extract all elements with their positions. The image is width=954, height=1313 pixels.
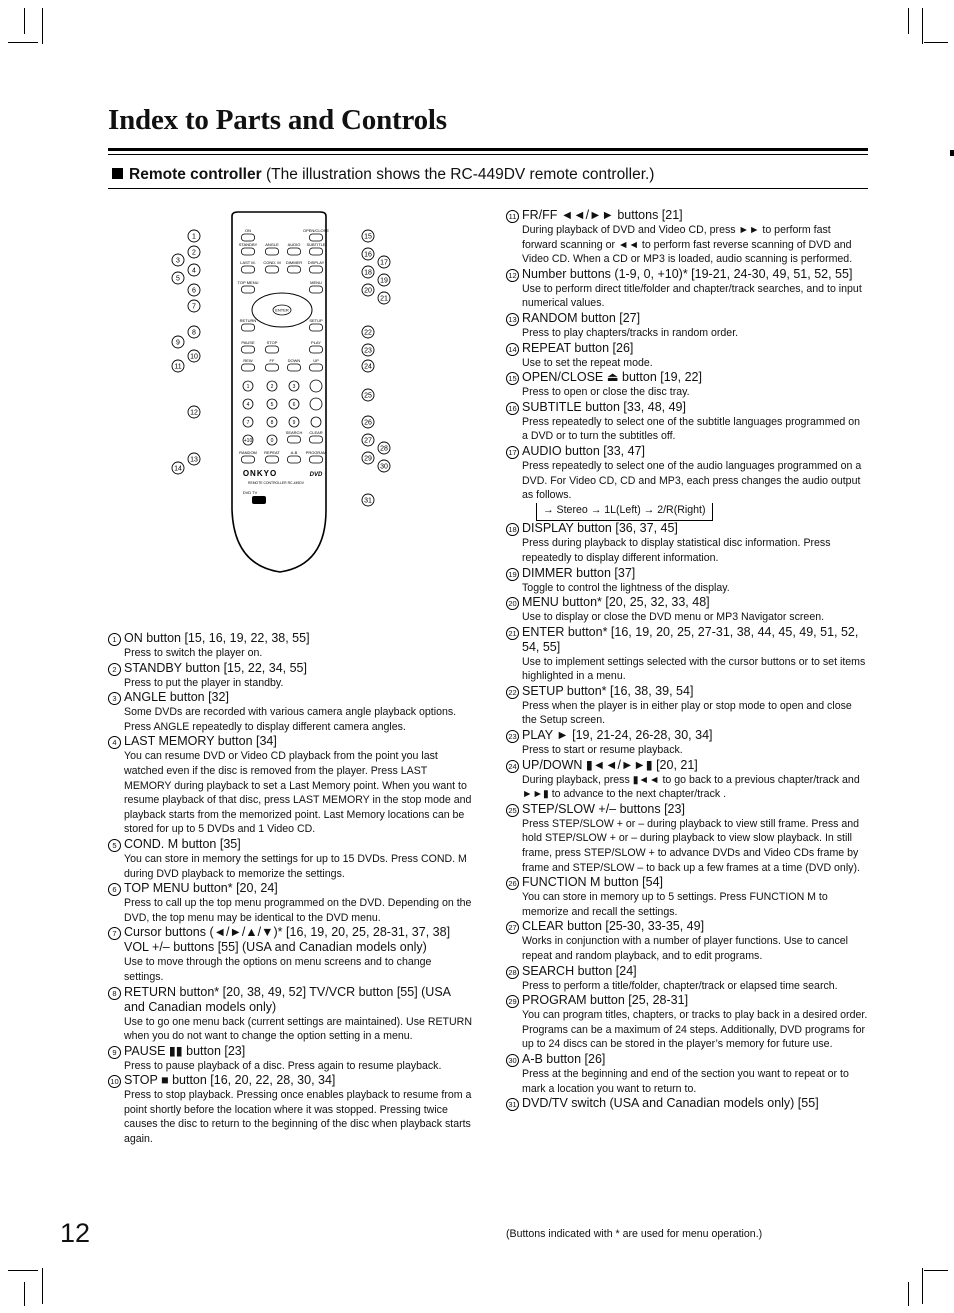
entry-number-badge: 22: [506, 686, 519, 699]
entry-heading: [506, 566, 868, 581]
callout-number: 3: [176, 257, 180, 265]
index-entry: [506, 444, 868, 521]
entry-heading: [506, 728, 868, 743]
entry-number-badge: 21: [506, 627, 519, 640]
callout-number: 6: [192, 287, 196, 295]
index-entry: [506, 1052, 868, 1096]
remote-button: [266, 456, 279, 463]
entry-description: Use to implement settings selected with the cursor buttons or to set items highlighted in a menu.: [522, 655, 866, 683]
crop-mark: [922, 8, 923, 44]
crop-mark: [8, 42, 38, 43]
entry-description: You can program titles, chapters, or tracks to play back in a desired order. Programs can be a maximum of 24 steps. Additionally, DVD programs for up to 24 discs can be stored in the player’s memory for future use.: [522, 1009, 868, 1051]
remote-button: [288, 436, 301, 443]
entry-heading: [506, 684, 868, 699]
entry-number-badge: 14: [506, 343, 519, 356]
remote-key-label: FF: [269, 358, 275, 363]
remote-key-label: STANDBY: [238, 242, 258, 247]
callout-number: 21: [380, 295, 388, 303]
entry-description: Some DVDs are recorded with various camera angle playback options. Press ANGLE repeatedly to display different camera angles.: [124, 706, 457, 733]
entry-number-badge: 1: [108, 633, 121, 646]
remote-key-label: STOP: [266, 340, 278, 345]
callout-number: 7: [192, 303, 196, 311]
page-number: 12: [60, 1218, 91, 1248]
index-entry: [108, 631, 472, 661]
entry-description: Press to open or close the disc tray.: [522, 386, 690, 399]
callout-number: 22: [364, 329, 372, 337]
entry-description: Press to stop playback. Pressing once enables playback to resume from a point shortly before the location where it was stopped. Pressing twice causes the disc to return to the beginning of the disc when playback starts again.: [124, 1089, 472, 1146]
index-entry: [506, 566, 868, 596]
entry-number-badge: 16: [506, 402, 519, 415]
title-rule-thin: [108, 154, 868, 155]
index-entry: [506, 341, 868, 371]
remote-button: [310, 346, 323, 353]
remote-model-text: REMOTE CONTROLLER RC-449DV: [248, 481, 304, 485]
entry-number-badge: 6: [108, 883, 121, 896]
index-entry: [108, 985, 472, 1044]
remote-key-label: PAUSE: [241, 340, 255, 345]
entry-heading: [506, 311, 868, 326]
entry-heading-text: PLAY ► [19, 21-24, 26-28, 30, 34]: [522, 728, 713, 743]
index-entry: [506, 370, 868, 400]
remote-key-label: MENU: [310, 280, 322, 285]
index-entry: [108, 925, 472, 984]
callout-number: 29: [364, 455, 372, 463]
entry-number-badge: 17: [506, 446, 519, 459]
entry-description: Press STEP/SLOW + or – during playback to view still frame. Press and hold STEP/SLOW + or – during playback to view slow playback. In still frame, press STEP/SLOW + to advance DVDs and Video CDs frame by frame and STEP/SLOW – to back up a few frames at a time (DVD only).: [522, 817, 860, 874]
callout-number: 18: [364, 269, 372, 277]
number-key-label: 6: [292, 401, 296, 408]
index-entry: [506, 993, 868, 1052]
remote-key-label: TOP MENU: [237, 280, 259, 285]
entry-number-badge: 19: [506, 568, 519, 581]
callout-number: 19: [380, 277, 388, 285]
entry-number-badge: 4: [108, 736, 121, 749]
entry-heading-text: RANDOM button [27]: [522, 310, 641, 325]
crop-mark: [8, 1270, 38, 1271]
entry-description: Press during playback to display statistical disc information. Press repeatedly to display different information.: [522, 537, 831, 564]
entry-number-badge: 24: [506, 760, 519, 773]
callout-number: 2: [192, 249, 196, 257]
audio-cycle-diagram: → Stereo → 1L(Left) → 2/R(Right): [536, 503, 713, 522]
callout-number: 12: [190, 409, 198, 417]
entry-heading: [506, 521, 868, 536]
entry-number-badge: 13: [506, 313, 519, 326]
entry-number-badge: 9: [108, 1046, 121, 1059]
entry-description: Works in conjunction with a number of player functions. Use to cancel repeat and random playback, and to edit programs.: [522, 935, 849, 962]
entry-heading: [506, 919, 868, 934]
remote-key-label: CLEAR: [309, 430, 323, 435]
page-title: Index to Parts and Controls: [108, 104, 447, 136]
entry-description: Press to start or resume playback.: [522, 744, 683, 757]
callout-number: 26: [364, 419, 372, 427]
crop-mark: [922, 1268, 923, 1304]
crop-mark: [42, 1268, 43, 1304]
entry-description: Use to set the repeat mode.: [522, 356, 653, 369]
dvd-tv-switch-label: DVD TV: [242, 490, 258, 495]
entry-description: Press to pause playback of a disc. Press again to resume playback.: [124, 1059, 442, 1072]
entry-number-badge: 10: [108, 1075, 121, 1088]
entry-description: Press to put the player in standby.: [124, 676, 284, 689]
entry-description: You can store in memory up to 5 settings. Press FUNCTION M to memorize and recall the settings.: [522, 891, 828, 918]
remote-button: [310, 248, 323, 255]
remote-button: [242, 234, 255, 241]
callout-number: 30: [380, 463, 388, 471]
remote-key-label: LAST M.: [240, 260, 256, 265]
entry-heading: [506, 758, 868, 773]
section-heading-bold: Remote controller: [129, 166, 262, 183]
callout-number: 25: [364, 392, 372, 400]
remote-key-label: SETUP: [309, 318, 323, 323]
remote-key-label: UP: [313, 358, 319, 363]
entry-number-badge: 20: [506, 597, 519, 610]
entry-heading-text: AUDIO button [33, 47]: [522, 443, 645, 458]
crop-mark: [924, 42, 948, 43]
number-key-label: 9: [292, 419, 296, 426]
number-key-label: 4: [246, 401, 250, 408]
entry-description: During playback of DVD and Video CD, press ►► to perform fast forward scanning or ◄◄ to perform fast reverse scanning of DVD and Video CD. When a CD or MP3 is loaded, audio scanning is performed.: [522, 224, 853, 266]
remote-key-label: RETURN: [239, 318, 257, 323]
entry-heading-text: PROGRAM button [25, 28-31]: [522, 993, 689, 1008]
entry-heading-text: MENU button* [20, 25, 32, 33, 48]: [522, 595, 710, 610]
entry-heading-text: A-B button [26]: [522, 1051, 606, 1066]
entry-description: Press when the player is in either play or stop mode to open and close the Setup screen.: [522, 699, 852, 727]
entry-number-badge: 15: [506, 372, 519, 385]
number-key-label: 7: [246, 419, 250, 426]
crop-mark: [908, 1282, 909, 1306]
entry-number-badge: 27: [506, 921, 519, 934]
remote-key-label: REPEAT: [264, 450, 280, 455]
remote-button: [242, 324, 255, 331]
index-entry: [108, 734, 472, 837]
entry-heading-text: DIMMER button [37]: [522, 565, 636, 580]
index-entry: [506, 595, 868, 625]
entry-heading-text: UP/DOWN ▮◄◄/►►▮ [20, 21]: [522, 757, 698, 772]
entry-number-badge: 3: [108, 692, 121, 705]
entry-heading: [506, 444, 868, 459]
entry-description: Press to perform a title/folder, chapter/track or elapsed time search.: [522, 979, 838, 992]
number-key-label: +10: [243, 437, 253, 444]
entry-heading: [506, 625, 868, 655]
number-key-label: 0: [270, 437, 274, 444]
entry-number-badge: 8: [108, 987, 121, 1000]
index-entry: [108, 661, 472, 691]
remote-key-label: AUDIO: [287, 242, 301, 247]
callout-number: 15: [364, 233, 372, 241]
crop-mark: [24, 8, 25, 34]
footnote: (Buttons indicated with * are used for menu operation.): [506, 1228, 763, 1240]
callout-number: 5: [176, 275, 180, 283]
index-entry: [506, 267, 868, 311]
remote-button: [288, 248, 301, 255]
entry-description: Use to perform direct title/folder and chapter/track searches, and to input numerical values.: [522, 282, 862, 310]
entry-heading: [506, 1052, 868, 1067]
remote-button: [242, 456, 255, 463]
entry-description: Toggle to control the lightness of the display.: [522, 581, 730, 594]
index-entry: [506, 728, 868, 758]
crop-mark: [924, 1270, 948, 1271]
entry-number-badge: 30: [506, 1054, 519, 1067]
entry-heading: [108, 690, 472, 705]
crop-mark: [908, 8, 909, 34]
remote-key-label: PLAY: [311, 340, 321, 345]
entry-heading: [506, 964, 868, 979]
index-entry: [506, 758, 868, 802]
remote-key-label: REW: [243, 358, 253, 363]
number-key-label: 1: [246, 383, 250, 390]
dvd-logo: DVD: [309, 472, 323, 478]
callout-number: 17: [380, 259, 388, 267]
entry-heading: [108, 881, 472, 896]
remote-button: [288, 266, 301, 273]
callout-number: 10: [190, 353, 198, 361]
remote-key-label: RANDOM: [239, 450, 257, 455]
callout-number: 9: [176, 339, 180, 347]
index-entry: [108, 837, 472, 881]
number-key-label: 8: [270, 419, 274, 426]
remote-key-label: A-B: [290, 450, 298, 455]
entry-heading: [506, 993, 868, 1008]
remote-button: [288, 456, 301, 463]
callout-number: 23: [364, 347, 372, 355]
callout-number: 31: [364, 497, 372, 505]
entry-heading-text: SETUP button* [16, 38, 39, 54]: [522, 683, 694, 698]
remote-button: [310, 266, 323, 273]
index-entry: [506, 684, 868, 728]
entry-number-badge: 18: [506, 523, 519, 536]
callout-number: 14: [174, 465, 182, 473]
entry-heading-text: COND. M button [35]: [124, 836, 241, 851]
remote-key-label: ON: [245, 228, 251, 233]
section-heading: [112, 166, 654, 184]
entry-number-badge: 28: [506, 966, 519, 979]
callout-number: 11: [174, 363, 182, 371]
entry-heading: [506, 875, 868, 890]
entry-description: Press repeatedly to select one of the audio languages programmed on a DVD. For Video CD, CD and MP3, each press changes the audio output as follows.: [522, 459, 862, 502]
index-entry: [506, 311, 868, 341]
remote-button: [266, 364, 279, 371]
index-entry: [108, 690, 472, 734]
remote-key-label: SUBTITLE: [306, 242, 326, 247]
entry-number-badge: 25: [506, 804, 519, 817]
entry-description: Press at the beginning and end of the section you want to repeat or to mark a location you want to return to.: [522, 1067, 849, 1095]
entry-heading-text: LAST MEMORY button [34]: [124, 734, 277, 749]
step-minus-button: [310, 398, 322, 410]
entry-number-badge: 5: [108, 839, 121, 852]
remote-button: [242, 346, 255, 353]
entry-heading: [108, 837, 472, 852]
dvd-tv-switch: [252, 496, 266, 504]
number-key-label: 5: [270, 401, 274, 408]
index-entry: [506, 625, 868, 684]
entry-heading-text: STANDBY button [15, 22, 34, 55]: [124, 660, 307, 675]
remote-button: [310, 436, 323, 443]
entry-heading: [108, 734, 472, 749]
callout-number: 8: [192, 329, 196, 337]
margin-mark: [950, 150, 954, 156]
entry-heading-text: ON button [15, 16, 19, 22, 38, 55]: [124, 631, 310, 645]
entry-description: Use to go one menu back (current settings are maintained). Use RETURN when you do not want to change the option setting in a menu.: [124, 1015, 472, 1043]
entry-heading: [108, 925, 472, 955]
remote-key-label: DISPLAY: [307, 260, 325, 265]
right-entry-list: [506, 208, 868, 1111]
entry-heading: [108, 1044, 472, 1059]
entry-heading-text: DVD/TV switch (USA and Canadian models only) [55]: [522, 1096, 819, 1111]
title-rule: [108, 148, 868, 151]
callout-number: 28: [380, 445, 388, 453]
entry-heading: [506, 370, 868, 385]
callout-number: 1: [192, 233, 196, 241]
entry-heading: [506, 1096, 868, 1111]
entry-heading-text: ANGLE button [32]: [124, 690, 229, 705]
remote-button: [310, 286, 323, 293]
index-entry: [108, 1073, 472, 1146]
entry-number-badge: 7: [108, 927, 121, 940]
entry-heading-text: PAUSE ▮▮ button [23]: [124, 1043, 246, 1058]
entry-number-badge: 12: [506, 269, 519, 282]
remote-key-label: DIMMER: [285, 260, 303, 265]
left-entry-list: [108, 631, 472, 1147]
remote-key-label: COND. M: [263, 260, 281, 265]
remote-button: [310, 324, 323, 331]
remote-key-label: OPEN/CLOSE: [302, 228, 330, 233]
entry-heading: [506, 267, 868, 282]
index-entry: [506, 208, 868, 267]
entry-heading-text: Cursor buttons (◄/►/▲/▼)* [16, 19, 20, 25, 28-31, 37, 38] VOL +/– buttons [55] (USA and Canadian models only): [124, 925, 451, 955]
remote-key-label: DOWN: [287, 358, 301, 363]
entry-heading-text: Number buttons (1-9, 0, +10)* [19-21, 24-30, 49, 51, 52, 55]: [522, 266, 853, 281]
function-m-button: [311, 417, 321, 427]
section-rule: [108, 188, 868, 189]
callout-number: 27: [364, 437, 372, 445]
entry-description: Press to switch the player on.: [124, 647, 263, 659]
entry-heading-text: ENTER button* [16, 19, 20, 25, 27-31, 38, 44, 45, 49, 51, 52, 54, 55]: [522, 624, 859, 654]
step-plus-button: [310, 380, 322, 392]
number-key-label: 2: [270, 383, 274, 390]
remote-brand-logo: ONKYO: [242, 469, 278, 478]
entry-heading-text: STEP/SLOW +/– buttons [23]: [522, 801, 685, 816]
remote-button: [242, 248, 255, 255]
entry-heading: [506, 208, 868, 223]
entry-number-badge: 31: [506, 1098, 519, 1111]
remote-button: [266, 248, 279, 255]
callout-number: 16: [364, 251, 372, 259]
entry-number-badge: 29: [506, 995, 519, 1008]
remote-button: [242, 364, 255, 371]
index-entry: [506, 1096, 868, 1111]
entry-heading: [506, 595, 868, 610]
entry-description: Use to display or close the DVD menu or MP3 Navigator screen.: [522, 611, 825, 624]
crop-mark: [42, 8, 43, 44]
entry-heading-text: TOP MENU button* [20, 24]: [124, 881, 278, 896]
entry-heading-text: FR/FF ◄◄/►► buttons [21]: [522, 208, 683, 222]
remote-button: [242, 266, 255, 273]
remote-button: [310, 234, 323, 241]
remote-key-label: PROGRAM: [305, 450, 327, 455]
entry-heading: [506, 802, 868, 817]
index-entry: [506, 964, 868, 994]
entry-heading: [108, 985, 472, 1015]
index-entry: [506, 521, 868, 565]
entry-heading-text: STOP ■ button [16, 20, 22, 28, 30, 34]: [124, 1073, 336, 1088]
remote-button: [310, 456, 323, 463]
entry-description: Press to play chapters/tracks in random order.: [522, 326, 739, 339]
entry-heading-text: CLEAR button [25-30, 33-35, 49]: [522, 919, 705, 934]
index-entry: [108, 1044, 472, 1074]
entry-description: Press to call up the top menu programmed on the DVD. Depending on the DVD, the top menu may be identical to the DVD menu.: [124, 897, 472, 924]
entry-heading-text: SUBTITLE button [33, 48, 49]: [522, 399, 686, 414]
remote-key-label: ENTER: [275, 307, 289, 313]
entry-description: You can store in memory the settings for up to 15 DVDs. Press COND. M during DVD playback to memorize the settings.: [124, 852, 467, 880]
entry-heading: [108, 1073, 472, 1088]
entry-number-badge: 2: [108, 663, 121, 676]
entry-description: Press repeatedly to select one of the subtitle languages programmed on a DVD or to turn the subtitles off.: [522, 415, 861, 443]
index-entry: [506, 919, 868, 963]
entry-description: During playback, press ▮◄◄ to go back to a previous chapter/track and ►►▮ to advance to the next chapter/track .: [522, 773, 860, 801]
entry-heading-text: REPEAT button [26]: [522, 340, 634, 355]
callout-number: 4: [192, 267, 196, 275]
index-entry: [506, 400, 868, 444]
entry-heading-text: FUNCTION M button [54]: [522, 875, 664, 890]
entry-heading: [506, 341, 868, 356]
section-heading-rest: (The illustration shows the RC-449DV remote controller.): [265, 166, 655, 183]
remote-illustration: [168, 210, 400, 580]
index-entry: [506, 802, 868, 875]
entry-heading-text: OPEN/CLOSE ⏏ button [19, 22]: [522, 370, 702, 385]
entry-heading-text: RETURN button* [20, 38, 49, 52] TV/VCR button [55] (USA and Canadian models only): [124, 984, 451, 1014]
remote-button: [288, 364, 301, 371]
entry-number-badge: 26: [506, 877, 519, 890]
entry-heading: [108, 661, 472, 676]
square-bullet-icon: [112, 168, 123, 179]
remote-button: [266, 266, 279, 273]
remote-key-label: SEARCH: [285, 430, 303, 435]
entry-heading: [506, 400, 868, 415]
crop-mark: [24, 1282, 25, 1306]
entry-heading: [108, 631, 472, 646]
callout-number: 24: [364, 363, 372, 371]
callout-number: 20: [364, 287, 372, 295]
remote-button: [242, 286, 255, 293]
callout-number: 13: [190, 456, 198, 464]
entry-heading-text: SEARCH button [24]: [522, 963, 637, 978]
remote-key-label: ANGLE: [265, 242, 279, 247]
index-entry: [506, 875, 868, 919]
number-key-label: 3: [292, 383, 296, 390]
entry-number-badge: 23: [506, 730, 519, 743]
index-entry: [108, 881, 472, 925]
entry-description: Use to move through the options on menu screens and to change settings.: [124, 956, 432, 983]
remote-button: [266, 346, 279, 353]
remote-button: [310, 364, 323, 371]
entry-description: You can resume DVD or Video CD playback from the point you last watched even if the disc is removed from the player. Press LAST MEMORY during playback to set a Last Memory point. When you want to resume playback of that disc, press LAST MEMORY in the stop mode and playback starts from the memorized point. Last Memory locations can be stored for up to 5 DVDs and 1 Video CD.: [124, 750, 472, 836]
entry-number-badge: 11: [506, 210, 519, 223]
entry-heading-text: DISPLAY button [36, 37, 45]: [522, 521, 678, 536]
